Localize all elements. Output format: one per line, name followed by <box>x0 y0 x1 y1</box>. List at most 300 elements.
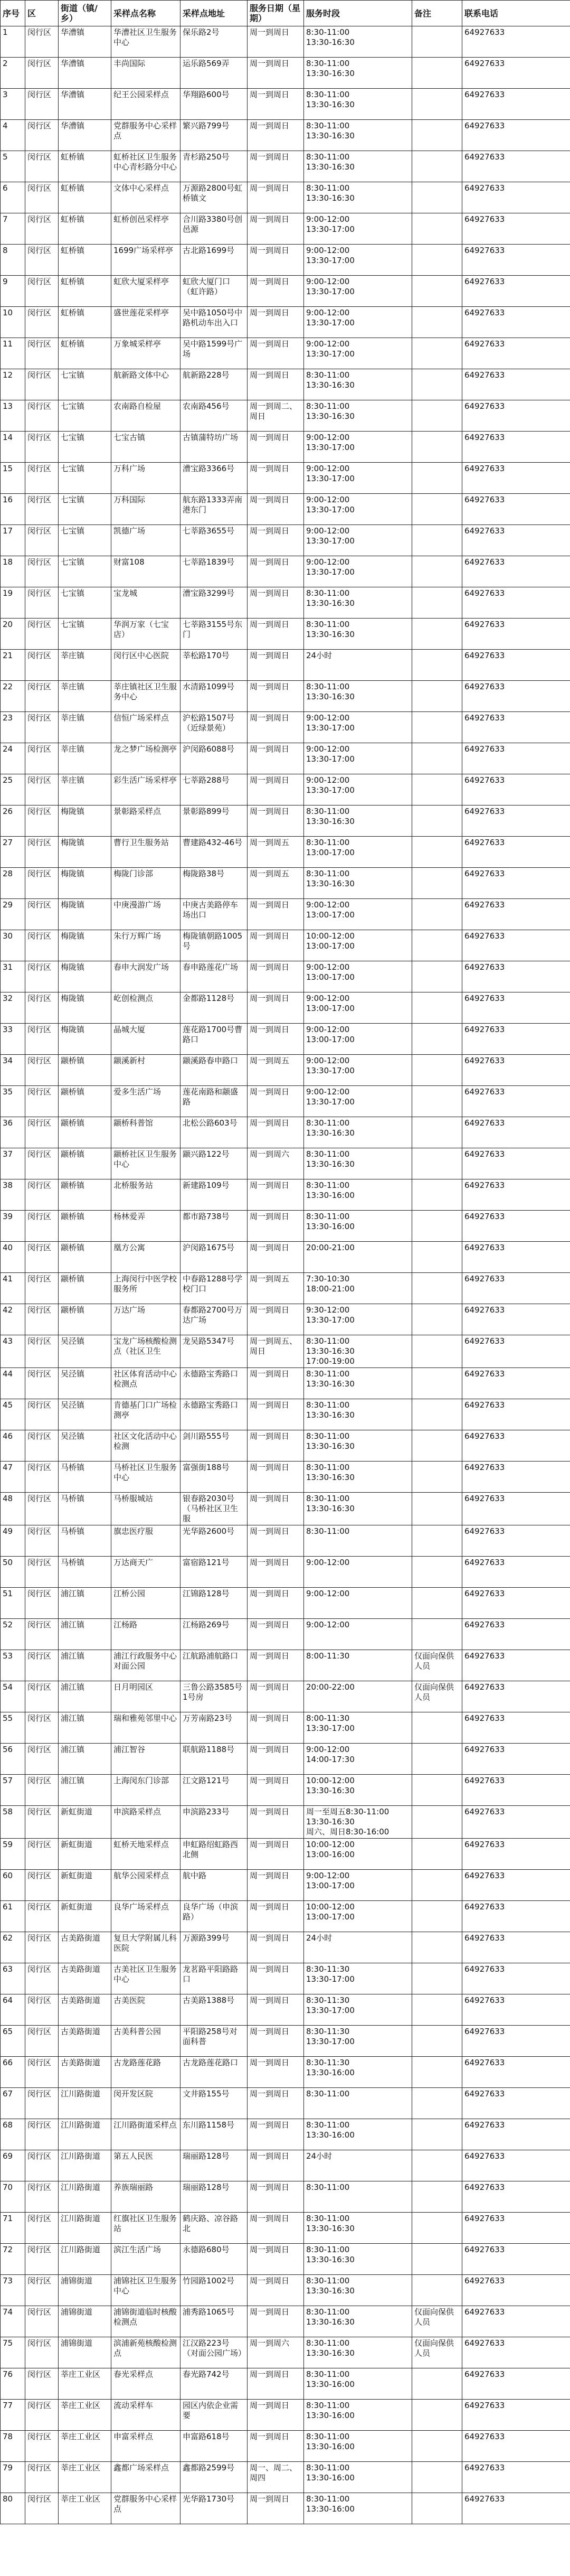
cell-district: 闵行区 <box>25 1335 59 1368</box>
cell-service-days: 周一到周日 <box>248 245 304 276</box>
cell-service-hours: 20:00-21:00 <box>304 1242 412 1273</box>
cell-service-hours: 8:30-11:00 13:30-16:30 <box>304 681 412 712</box>
cell-district: 闵行区 <box>25 2088 59 2119</box>
cell-street: 莘庄工业区 <box>59 2431 111 2462</box>
cell-service-days: 周一到周日 <box>248 1430 304 1462</box>
cell-phone: 64927633 <box>462 2275 570 2306</box>
cell-district: 闵行区 <box>25 1712 59 1744</box>
cell-address: 江杨路269号 <box>180 1619 248 1650</box>
cell-district: 闵行区 <box>25 1588 59 1619</box>
cell-address: 沪闵路1675号 <box>180 1242 248 1273</box>
cell-street: 虹桥镇 <box>59 276 111 307</box>
cell-site-name: 虹欣大厦采样亭 <box>111 276 180 307</box>
cell-service-hours: 8:30-11:00 13:30-16:30 <box>304 1399 412 1430</box>
cell-notes <box>412 463 462 494</box>
cell-site-name: 万科国际 <box>111 494 180 525</box>
cell-index: 58 <box>1 1806 25 1839</box>
cell-index: 39 <box>1 1211 25 1242</box>
cell-phone: 64927633 <box>462 1368 570 1399</box>
table-row <box>1 587 570 619</box>
cell-service-hours: 24小时 <box>304 1932 412 1963</box>
table-row <box>1 1242 570 1273</box>
cell-index: 21 <box>1 650 25 681</box>
cell-phone: 64927633 <box>462 58 570 89</box>
cell-address: 中庚古美路停车场出口 <box>180 899 248 930</box>
table-row <box>1 2337 570 2368</box>
cell-index: 50 <box>1 1557 25 1588</box>
cell-address: 申富路618号 <box>180 2431 248 2462</box>
cell-district: 闵行区 <box>25 837 59 868</box>
cell-index: 15 <box>1 463 25 494</box>
table-row <box>1 2088 570 2119</box>
cell-site-name: 宝龙广场核酸检测点（社区卫生 <box>111 1335 180 1368</box>
cell-site-name: 颛桥科普馆 <box>111 1117 180 1148</box>
table-row <box>1 805 570 837</box>
cell-address: 航东路1333弄南港东门 <box>180 494 248 525</box>
cell-street: 七宝镇 <box>59 525 111 556</box>
cell-address: 莘松路170号 <box>180 650 248 681</box>
cell-index: 64 <box>1 1994 25 2026</box>
cell-service-days: 周一到周日 <box>248 1086 304 1117</box>
cell-service-hours: 7:30-10:30 18:00-21:00 <box>304 1273 412 1304</box>
cell-service-hours: 10:00-12:00 13:00-17:00 <box>304 1901 412 1932</box>
cell-index: 1 <box>1 26 25 58</box>
table-row <box>1 2306 570 2337</box>
cell-phone: 64927633 <box>462 338 570 369</box>
cell-service-hours: 9:00-12:00 13:30-17:00 <box>304 245 412 276</box>
cell-service-days: 周一到周日 <box>248 1806 304 1839</box>
table-row <box>1 494 570 525</box>
cell-service-days: 周一到周日 <box>248 1117 304 1148</box>
cell-service-hours: 9:00-12:00 13:00-17:00 <box>304 1024 412 1055</box>
cell-notes <box>412 276 462 307</box>
table-row <box>1 1211 570 1242</box>
cell-district: 闵行区 <box>25 525 59 556</box>
cell-notes <box>412 837 462 868</box>
cell-address: 永德路680号 <box>180 2244 248 2275</box>
table-row <box>1 1335 570 1368</box>
cell-notes <box>412 2400 462 2431</box>
cell-index: 26 <box>1 805 25 837</box>
table-row <box>1 1462 570 1493</box>
cell-phone: 64927633 <box>462 992 570 1024</box>
cell-notes: 仅面向保供人员 <box>412 2306 462 2337</box>
cell-address: 江汉路223号（对面公园广场） <box>180 2337 248 2368</box>
cell-address: 莲花南路和颛盛路 <box>180 1086 248 1117</box>
table-row <box>1 2431 570 2462</box>
cell-notes <box>412 1963 462 1994</box>
cell-service-hours: 8:30-11:00 13:30-16:00 <box>304 2493 412 2524</box>
cell-service-days: 周一到周日 <box>248 1775 304 1806</box>
cell-index: 79 <box>1 2462 25 2493</box>
cell-notes: 仅面向保供人员 <box>412 1650 462 1681</box>
cell-service-days: 周一到周五 <box>248 1273 304 1304</box>
cell-service-hours: 8:30-11:00 13:00-17:00 <box>304 837 412 868</box>
cell-street: 华漕镇 <box>59 120 111 151</box>
cell-address: 保乐路2号 <box>180 26 248 58</box>
table-row <box>1 1557 570 1588</box>
table-row <box>1 432 570 463</box>
cell-address: 瑞丽路128号 <box>180 2150 248 2181</box>
cell-district: 闵行区 <box>25 2400 59 2431</box>
cell-service-days: 周一到周日 <box>248 89 304 120</box>
cell-district: 闵行区 <box>25 992 59 1024</box>
cell-phone: 64927633 <box>462 837 570 868</box>
cell-site-name: 龙之梦广场检测亭 <box>111 743 180 774</box>
cell-index: 36 <box>1 1117 25 1148</box>
cell-district: 闵行区 <box>25 1399 59 1430</box>
table-row <box>1 89 570 120</box>
cell-site-name: 春申大润发广场 <box>111 961 180 992</box>
cell-site-name: 浦江智谷 <box>111 1744 180 1775</box>
cell-service-hours: 8:30-11:00 13:30-16:00 <box>304 2400 412 2431</box>
cell-site-name: 复旦大学附属儿科医院 <box>111 1932 180 1963</box>
cell-index: 14 <box>1 432 25 463</box>
cell-service-days: 周一到周六 <box>248 1148 304 1179</box>
cell-notes <box>412 556 462 587</box>
cell-street: 莘庄工业区 <box>59 2462 111 2493</box>
table-row <box>1 2181 570 2213</box>
table-row <box>1 961 570 992</box>
cell-notes <box>412 1086 462 1117</box>
cell-service-hours: 8:30-11:00 13:30-16:30 <box>304 1148 412 1179</box>
cell-district: 闵行区 <box>25 743 59 774</box>
cell-phone: 64927633 <box>462 681 570 712</box>
cell-site-name: 华漕社区卫生服务中心 <box>111 26 180 58</box>
cell-phone: 64927633 <box>462 899 570 930</box>
cell-service-hours: 9:00-12:00 13:30-17:00 <box>304 494 412 525</box>
cell-service-hours: 9:00-12:00 14:00-17:30 <box>304 1744 412 1775</box>
cell-address: 古龙路莲花路口 <box>180 2057 248 2088</box>
cell-phone: 64927633 <box>462 1117 570 1148</box>
cell-service-hours: 9:00-12:00 <box>304 1557 412 1588</box>
cell-phone: 64927633 <box>462 1806 570 1839</box>
cell-service-days: 周一到周日 <box>248 1712 304 1744</box>
cell-district: 闵行区 <box>25 1775 59 1806</box>
cell-service-days: 周一到周日 <box>248 151 304 182</box>
cell-notes <box>412 961 462 992</box>
cell-street: 七宝镇 <box>59 587 111 619</box>
cell-phone: 64927633 <box>462 89 570 120</box>
cell-district: 闵行区 <box>25 494 59 525</box>
cell-index: 27 <box>1 837 25 868</box>
cell-site-name: 第五人民医 <box>111 2150 180 2181</box>
cell-index: 22 <box>1 681 25 712</box>
table-row <box>1 1525 570 1557</box>
cell-index: 23 <box>1 712 25 743</box>
cell-site-name: 虹桥社区卫生服务中心青杉路分中心 <box>111 151 180 182</box>
cell-service-hours: 8:30-11:00 13:30-16:00 <box>304 1211 412 1242</box>
cell-street: 古美路街道 <box>59 1932 111 1963</box>
cell-street: 莘庄镇 <box>59 650 111 681</box>
cell-phone: 64927633 <box>462 2306 570 2337</box>
cell-phone: 64927633 <box>462 1211 570 1242</box>
cell-site-name: 古美社区卫生服务中心 <box>111 1963 180 1994</box>
cell-phone: 64927633 <box>462 1619 570 1650</box>
cell-site-name: 北桥服务站 <box>111 1179 180 1211</box>
cell-service-days: 周一到周日 <box>248 1870 304 1901</box>
cell-address: 莲花路1700号曹路口 <box>180 1024 248 1055</box>
cell-street: 古美路街道 <box>59 2026 111 2057</box>
cell-service-hours: 20:00-22:00 <box>304 1681 412 1712</box>
cell-notes <box>412 1775 462 1806</box>
cell-street: 莘庄镇 <box>59 681 111 712</box>
cell-notes <box>412 1901 462 1932</box>
cell-address: 水清路1099号 <box>180 681 248 712</box>
cell-service-days: 周一到周日 <box>248 2493 304 2524</box>
cell-index: 47 <box>1 1462 25 1493</box>
cell-index: 5 <box>1 151 25 182</box>
cell-address: 龙茗路平阳路路口 <box>180 1963 248 1994</box>
cell-phone: 64927633 <box>462 525 570 556</box>
cell-service-hours: 8:30-11:00 13:30-16:30 17:00-19:00 <box>304 1335 412 1368</box>
table-row <box>1 245 570 276</box>
cell-site-name: 航华公园采样点 <box>111 1870 180 1901</box>
cell-address: 永德路宝秀路口 <box>180 1368 248 1399</box>
table-row <box>1 1273 570 1304</box>
cell-service-days: 周一到周日 <box>248 650 304 681</box>
cell-site-name: 虹桥天地采样点 <box>111 1839 180 1870</box>
cell-address: 春申路莲花广场 <box>180 961 248 992</box>
column-header-notes: 备注 <box>412 1 462 26</box>
cell-site-name: 日月明园区 <box>111 1681 180 1712</box>
cell-service-days: 周一到周日 <box>248 1994 304 2026</box>
cell-phone: 64927633 <box>462 1462 570 1493</box>
table-row <box>1 1681 570 1712</box>
cell-phone: 64927633 <box>462 2462 570 2493</box>
cell-street: 虹桥镇 <box>59 213 111 245</box>
cell-district: 闵行区 <box>25 58 59 89</box>
cell-service-hours: 8:30-11:00 <box>304 2181 412 2213</box>
cell-service-hours: 8:30-11:00 13:30-16:00 <box>304 2368 412 2400</box>
cell-site-name: 1699广场采样亭 <box>111 245 180 276</box>
table-row <box>1 1619 570 1650</box>
cell-site-name: 梅陇门诊部 <box>111 868 180 899</box>
cell-notes <box>412 213 462 245</box>
table-row <box>1 463 570 494</box>
cell-service-days: 周一到周日 <box>248 525 304 556</box>
cell-index: 69 <box>1 2150 25 2181</box>
cell-notes <box>412 899 462 930</box>
cell-phone: 64927633 <box>462 2337 570 2368</box>
cell-address: 东川路1158号 <box>180 2119 248 2150</box>
cell-notes: 仅面向保供人员 <box>412 2337 462 2368</box>
cell-phone: 64927633 <box>462 151 570 182</box>
cell-service-hours: 10:00-12:00 13:30-16:30 <box>304 1775 412 1806</box>
cell-address: 联航路1188号 <box>180 1744 248 1775</box>
cell-district: 闵行区 <box>25 2119 59 2150</box>
cell-index: 74 <box>1 2306 25 2337</box>
cell-site-name: 闵开发区院 <box>111 2088 180 2119</box>
cell-index: 70 <box>1 2181 25 2213</box>
cell-service-hours: 8:30-11:30 13:30-16:00 <box>304 2057 412 2088</box>
cell-service-hours: 8:30-11:00 13:30-16:30 <box>304 182 412 213</box>
cell-service-days: 周一到周日 <box>248 2368 304 2400</box>
cell-notes <box>412 1712 462 1744</box>
cell-index: 30 <box>1 930 25 961</box>
cell-index: 12 <box>1 369 25 400</box>
table-row <box>1 1588 570 1619</box>
cell-index: 9 <box>1 276 25 307</box>
cell-district: 闵行区 <box>25 2275 59 2306</box>
cell-phone: 64927633 <box>462 1430 570 1462</box>
cell-service-days: 周一到周日 <box>248 2275 304 2306</box>
cell-site-name: 中庚漫游广场 <box>111 899 180 930</box>
cell-address: 江航路浦航路口 <box>180 1650 248 1681</box>
cell-address: 中春路1288号学校门口 <box>180 1273 248 1304</box>
cell-phone: 64927633 <box>462 1525 570 1557</box>
cell-phone: 64927633 <box>462 2431 570 2462</box>
table-row <box>1 556 570 587</box>
table-row <box>1 1870 570 1901</box>
cell-district: 闵行区 <box>25 1493 59 1525</box>
cell-service-days: 周一到周日 <box>248 619 304 650</box>
table-row <box>1 1024 570 1055</box>
cell-street: 七宝镇 <box>59 463 111 494</box>
cell-service-days: 周一到周日 <box>248 743 304 774</box>
cell-district: 闵行区 <box>25 307 59 338</box>
cell-service-days: 周一到周日 <box>248 774 304 805</box>
cell-service-days: 周一到周日 <box>248 120 304 151</box>
cell-notes <box>412 930 462 961</box>
cell-index: 43 <box>1 1335 25 1368</box>
cell-index: 71 <box>1 2213 25 2244</box>
cell-service-hours: 8:00-11:30 13:30-17:00 <box>304 1712 412 1744</box>
cell-site-name: 党群服务中心采样点 <box>111 2493 180 2524</box>
cell-notes <box>412 1839 462 1870</box>
table-row <box>1 1932 570 1963</box>
cell-service-hours: 8:30-11:00 13:30-16:30 <box>304 1493 412 1525</box>
cell-address: 景彰路899号 <box>180 805 248 837</box>
table-row <box>1 1650 570 1681</box>
cell-street: 浦江镇 <box>59 1619 111 1650</box>
cell-notes <box>412 525 462 556</box>
cell-street: 吴泾镇 <box>59 1430 111 1462</box>
cell-service-days: 周一到周日 <box>248 338 304 369</box>
cell-phone: 64927633 <box>462 182 570 213</box>
cell-address: 万源路399号 <box>180 1932 248 1963</box>
table-row <box>1 930 570 961</box>
table-row <box>1 712 570 743</box>
cell-site-name: 晶城大厦 <box>111 1024 180 1055</box>
cell-street: 古美路街道 <box>59 1994 111 2026</box>
cell-index: 18 <box>1 556 25 587</box>
cell-index: 73 <box>1 2275 25 2306</box>
cell-index: 57 <box>1 1775 25 1806</box>
cell-district: 闵行区 <box>25 619 59 650</box>
cell-service-days: 周一到周日 <box>248 681 304 712</box>
cell-address: 光华路2600号 <box>180 1525 248 1557</box>
cell-index: 16 <box>1 494 25 525</box>
cell-phone: 64927633 <box>462 774 570 805</box>
cell-phone: 64927633 <box>462 868 570 899</box>
cell-service-hours: 8:30-11:00 13:30-16:30 <box>304 2337 412 2368</box>
cell-notes <box>412 712 462 743</box>
cell-district: 闵行区 <box>25 712 59 743</box>
cell-address: 古北路1699号 <box>180 245 248 276</box>
cell-service-hours: 9:30-12:00 13:30-17:00 <box>304 1304 412 1335</box>
cell-phone: 64927633 <box>462 245 570 276</box>
cell-service-days: 周一到周五、周日 <box>248 1335 304 1368</box>
cell-site-name: 信恒广场采样点 <box>111 712 180 743</box>
cell-index: 6 <box>1 182 25 213</box>
cell-service-hours: 9:00-12:00 <box>304 1619 412 1650</box>
cell-service-hours: 9:00-12:00 <box>304 1588 412 1619</box>
cell-district: 闵行区 <box>25 1242 59 1273</box>
cell-address: 鑫都路2599号 <box>180 2462 248 2493</box>
table-row <box>1 1368 570 1399</box>
cell-district: 闵行区 <box>25 2368 59 2400</box>
cell-index: 53 <box>1 1650 25 1681</box>
cell-district: 闵行区 <box>25 1462 59 1493</box>
cell-site-name: 江桥公园 <box>111 1588 180 1619</box>
table-row <box>1 1117 570 1148</box>
cell-phone: 64927633 <box>462 930 570 961</box>
cell-district: 闵行区 <box>25 338 59 369</box>
cell-street: 莘庄镇 <box>59 774 111 805</box>
cell-service-hours: 8:30-11:00 13:30-16:30 <box>304 2213 412 2244</box>
cell-site-name: 万科广场 <box>111 463 180 494</box>
table-row <box>1 182 570 213</box>
cell-service-days: 周一到周日 <box>248 1557 304 1588</box>
table-row <box>1 1901 570 1932</box>
cell-service-hours: 8:30-11:30 13:30-17:00 <box>304 1963 412 1994</box>
cell-phone: 64927633 <box>462 712 570 743</box>
cell-service-hours: 9:00-12:00 13:00-17:00 <box>304 1870 412 1901</box>
cell-service-hours: 24小时 <box>304 2150 412 2181</box>
cell-address: 剑川路555号 <box>180 1430 248 1462</box>
cell-site-name: 爱多生活广场 <box>111 1086 180 1117</box>
cell-street: 江川路街道 <box>59 2181 111 2213</box>
cell-district: 闵行区 <box>25 245 59 276</box>
table-row <box>1 774 570 805</box>
cell-service-hours: 10:00-12:00 13:00-16:00 <box>304 1839 412 1870</box>
table-row <box>1 2119 570 2150</box>
table-row <box>1 26 570 58</box>
cell-service-days: 周一到周日 <box>248 961 304 992</box>
cell-notes <box>412 2150 462 2181</box>
cell-site-name: 旗忠医疗服 <box>111 1525 180 1557</box>
table-row <box>1 1148 570 1179</box>
cell-phone: 64927633 <box>462 2493 570 2524</box>
cell-site-name: 景彰路采样点 <box>111 805 180 837</box>
table-row <box>1 307 570 338</box>
cell-service-days: 周一到周日 <box>248 2057 304 2088</box>
table-row <box>1 2057 570 2088</box>
cell-phone: 64927633 <box>462 1744 570 1775</box>
cell-notes: 仅面向保供人员 <box>412 1681 462 1712</box>
cell-service-hours: 9:00-12:00 13:30-17:00 <box>304 463 412 494</box>
cell-phone: 64927633 <box>462 1932 570 1963</box>
cell-service-hours: 9:00-12:00 13:30-17:00 <box>304 276 412 307</box>
cell-address: 光华路1730号 <box>180 2493 248 2524</box>
cell-street: 七宝镇 <box>59 400 111 432</box>
cell-index: 60 <box>1 1870 25 1901</box>
cell-service-days: 周一到周日 <box>248 463 304 494</box>
cell-street: 梅陇镇 <box>59 961 111 992</box>
cell-notes <box>412 1335 462 1368</box>
cell-service-days: 周一到周日 <box>248 1588 304 1619</box>
cell-district: 闵行区 <box>25 2431 59 2462</box>
cell-phone: 64927633 <box>462 1712 570 1744</box>
cell-index: 63 <box>1 1963 25 1994</box>
cell-phone: 64927633 <box>462 1179 570 1211</box>
cell-index: 42 <box>1 1304 25 1335</box>
cell-index: 75 <box>1 2337 25 2368</box>
cell-address: 申滨路233号 <box>180 1806 248 1839</box>
cell-index: 54 <box>1 1681 25 1712</box>
cell-index: 17 <box>1 525 25 556</box>
